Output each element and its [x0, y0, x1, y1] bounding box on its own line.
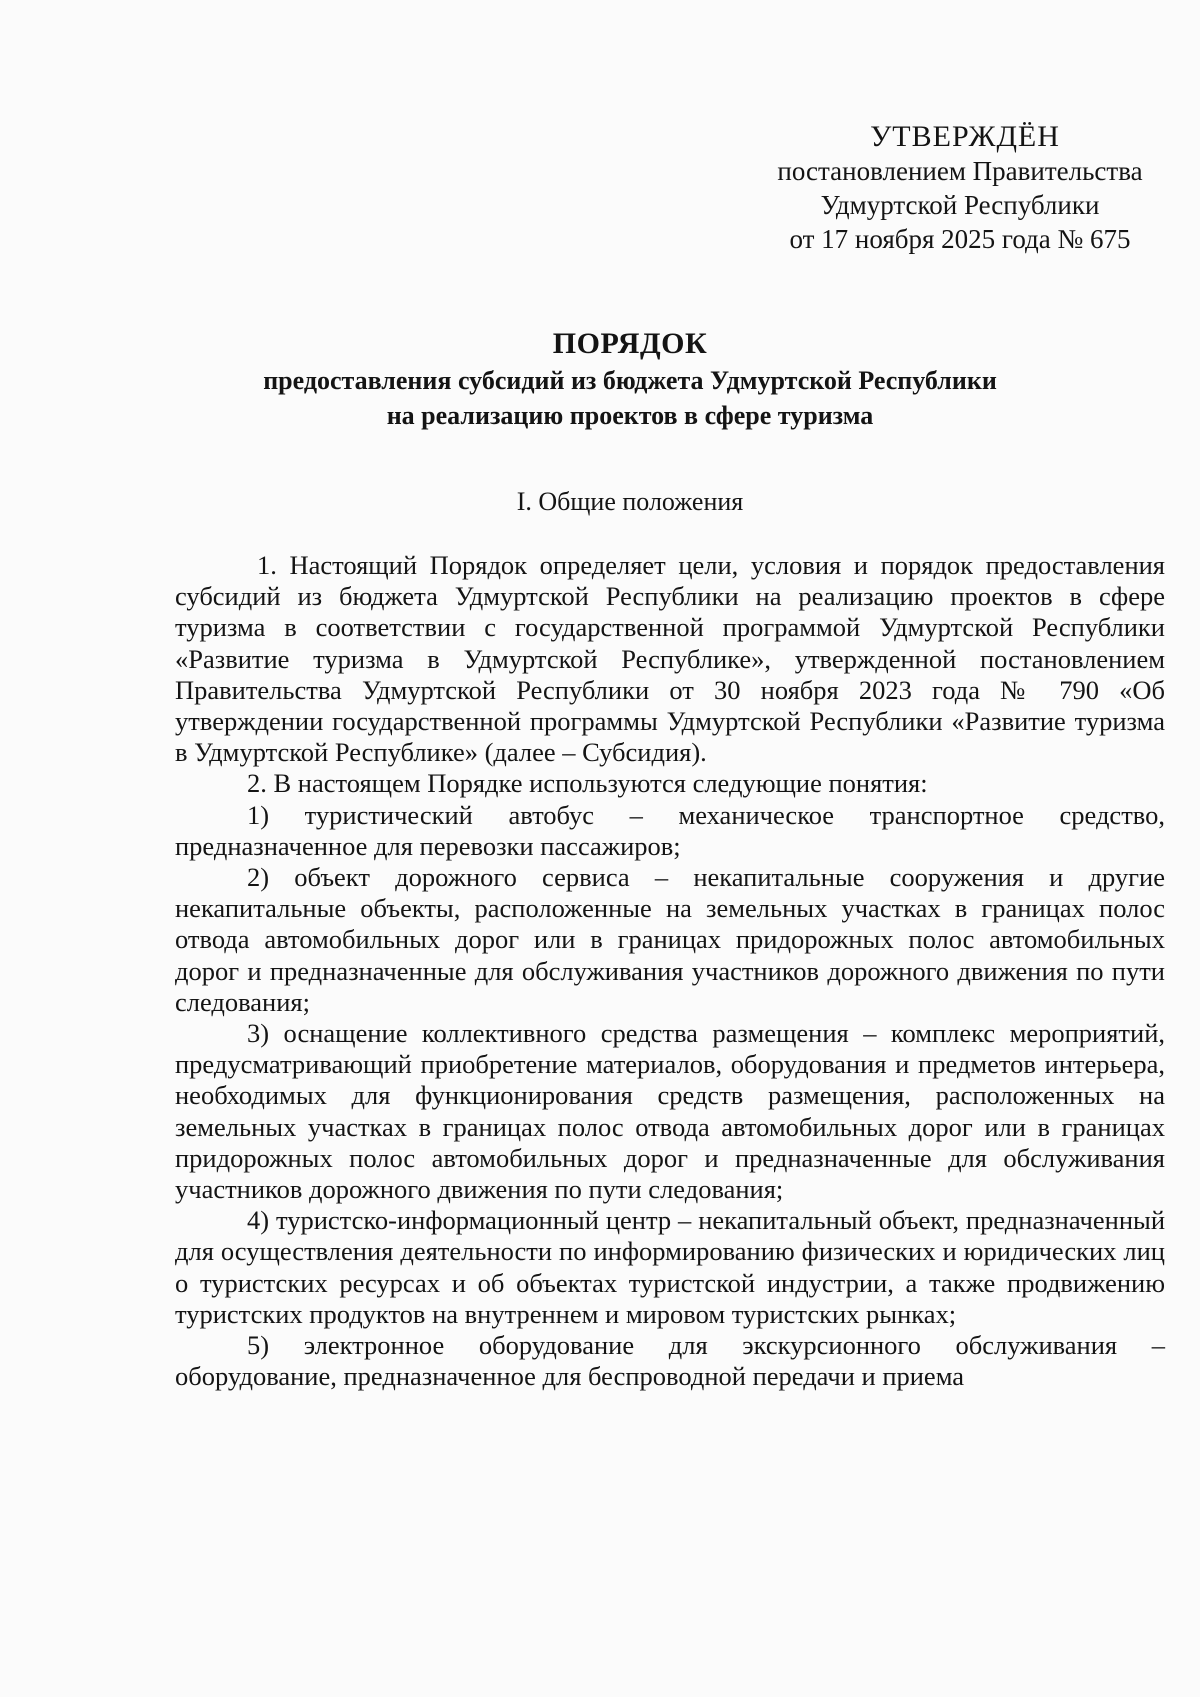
document-subtitle-line-2: на реализацию проектов в сфере туризма — [386, 401, 874, 430]
section-title: I. Общие положения — [516, 487, 744, 516]
definition-1: 1) туристический автобус – механическое транспортное средство, предназначенное для перевозки пассажиров; — [175, 799, 1165, 861]
approved-label: УТВЕРЖДЁН — [870, 120, 1060, 153]
approval-line-2: Удмуртской Республики — [820, 190, 1100, 220]
definition-3: 3) оснащение коллективного средства размещения – комплекс мероприятий, предусматривающий приобретение материалов, оборудования и предметов интерьера, необходимых для функционирования средств размещения, расположенных на земельных участках в границах полос отвода автомобильных дорог или в границах придорожных полос автомобильных дорог и предназначенные для обслуживания участников дорожного движения по пути следования; — [175, 1018, 1165, 1205]
approval-stamp-block — [760, 120, 1160, 256]
paragraph-2: 2. В настоящем Порядке используются следующие понятия: — [247, 768, 928, 799]
definition-2: 2) объект дорожного сервиса – некапитальные сооружения и другие некапитальные объекты, расположенные на земельных участках в границах полос отвода автомобильных дорог или в границах придорожных полос автомобильных дорог и предназначенные для обслуживания участников дорожного движения по пути следования; — [175, 862, 1165, 1017]
document-body — [175, 550, 1165, 1392]
approval-line-3: от 17 ноября 2025 года № 675 — [789, 224, 1131, 254]
paragraph-1: 1. Настоящий Порядок определяет цели, условия и порядок предоставления субсидий из бюджета Удмуртской Республики на реализацию проектов в сфере туризма в соответствии с государственной программой Удмуртской Республики «Развитие туризма в Удмуртской Республике», утвержденной постановлением Правительства Удмуртской Республики от 30 ноября 2023 года № 790 «Об утверждении государственной программы Удмуртской Республики «Развитие туризма в Удмуртской Республике» (далее – Субсидия). — [175, 550, 1165, 768]
document-heading — [180, 325, 1080, 433]
approval-line-1: постановлением Правительства — [777, 156, 1143, 186]
definition-4: 4) туристско-информационный центр – некапитальный объект, предназначенный для осуществления деятельности по информированию физических и юридических лиц о туристских ресурсах и об объектах туристской индустрии, а также продвижению туристских продуктов на внутреннем и мировом туристских рынках; — [175, 1205, 1165, 1329]
document-title: ПОРЯДОК — [552, 327, 708, 360]
document-subtitle-line-1: предоставления субсидий из бюджета Удмуртской Республики — [263, 366, 997, 395]
definition-5: 5) электронное оборудование для экскурсионного обслуживания – оборудование, предназначенное для беспроводной передачи и приема — [175, 1330, 1165, 1392]
